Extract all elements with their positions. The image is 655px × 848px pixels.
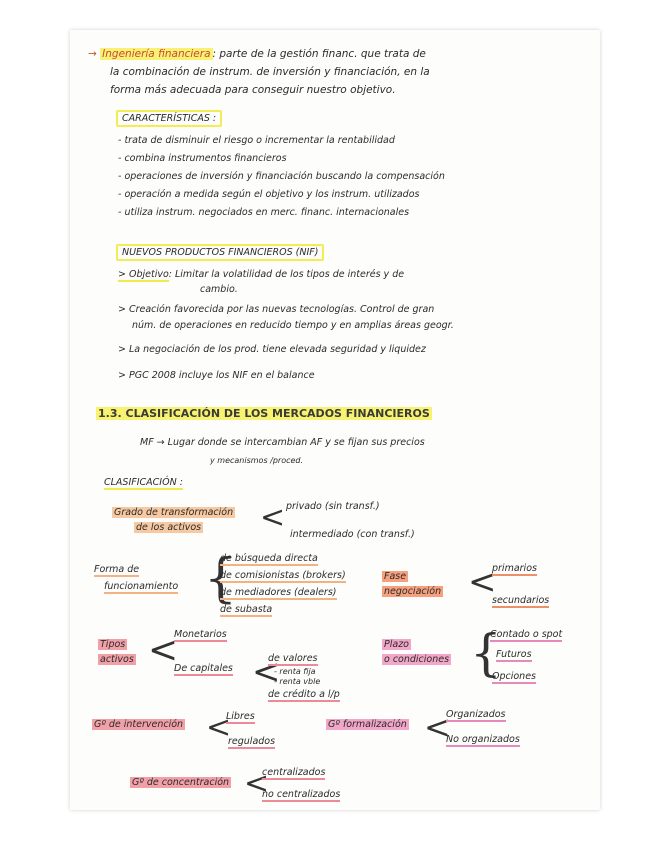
tipos-sub-4 [268, 688, 340, 701]
intro-line-1 [88, 48, 426, 61]
grado-opt-1: privado (sin transf.) [286, 501, 380, 512]
tipos-sub-3: - renta vble [274, 677, 321, 686]
forma-opt-text: de mediadores (dealers) [220, 587, 337, 598]
tipos-opt-1 [174, 628, 227, 641]
fase-label-2 [382, 585, 443, 598]
section-title-text: 1.3. CLASIFICACIÓN DE LOS MERCADOS FINANCIEROS [98, 407, 430, 420]
intro-term: Ingeniería financiera [102, 48, 211, 60]
nif-objetivo-text: : Limitar la volatilidad de los tipos de interés y de [168, 269, 405, 280]
formalizacion-label [326, 718, 409, 731]
forma-label-2-text: funcionamiento [104, 581, 179, 592]
intervencion-label [92, 718, 185, 731]
fase-label-1-text: Fase [384, 571, 407, 582]
formalizacion-opt-1-text: Organizados [446, 709, 506, 720]
tipos-sub-brace: < [252, 652, 281, 692]
grado-label-1 [112, 506, 235, 519]
caracteristica-item: - operación a medida según el objetivo y los instrum. utilizados [118, 189, 420, 200]
forma-label-1-text: Forma de [94, 564, 140, 575]
plazo-opt-text: Contado o spot [490, 629, 563, 640]
concentracion-brace: < [244, 766, 270, 801]
forma-opt [220, 552, 318, 565]
forma-opt [220, 586, 337, 599]
nif-objetivo-label: > Objetivo [118, 269, 169, 280]
formalizacion-opt-2-text: No organizados [446, 734, 520, 745]
forma-opt-text: de comisionistas (brokers) [220, 570, 346, 581]
grado-label-2 [134, 521, 203, 534]
tipos-label-2-text: activos [100, 654, 134, 665]
nif-title-text: NUEVOS PRODUCTOS FINANCIEROS (NIF) [116, 244, 324, 261]
forma-opt [220, 603, 272, 616]
tipos-sub-4-text: de crédito a l/p [268, 689, 340, 700]
mf-definition-cont: y mecanismos /proced. [210, 456, 304, 465]
intro-line-3: forma más adecuada para conseguir nuestro objetivo. [110, 84, 396, 96]
caracteristicas-title [116, 112, 222, 125]
concentracion-opt-1-text: centralizados [262, 767, 326, 778]
caracteristicas-title-text: CARACTERÍSTICAS : [116, 110, 222, 127]
forma-opt [220, 569, 346, 582]
caracteristica-item: - operaciones de inversión y financiación buscando la compensación [118, 171, 445, 182]
forma-opt-text: de subasta [220, 604, 273, 615]
tipos-sub-1 [268, 652, 318, 665]
nif-item-2-cont: núm. de operaciones en reducido tiempo y en amplias áreas geogr. [132, 320, 454, 331]
caracteristica-item: - combina instrumentos financieros [118, 153, 287, 164]
nif-item-1-cont: cambio. [200, 284, 238, 295]
plazo-opt [490, 628, 562, 641]
tipos-label-1-text: Tipos [100, 639, 126, 650]
tipos-brace: < [148, 630, 179, 671]
forma-label-1 [94, 563, 139, 576]
plazo-brace: { [470, 624, 502, 682]
clasificacion-title [104, 476, 183, 489]
concentracion-label-text: Gº de concentración [132, 777, 230, 788]
clasificacion-title-text: CLASIFICACIÓN : [104, 477, 183, 488]
grado-opt-2: intermediado (con transf.) [290, 529, 415, 540]
grado-label-1-text: Grado de transformación [114, 507, 234, 518]
forma-opt-text: de búsqueda directa [220, 553, 318, 564]
nif-item-4: > PGC 2008 incluye los NIF en el balance [118, 370, 315, 381]
plazo-label-2-text: o condiciones [384, 654, 450, 665]
intervencion-brace: < [206, 710, 232, 745]
intro-line-2: la combinación de instrum. de inversión y financiación, en la [110, 66, 430, 78]
fase-opt-1-text: primarios [492, 563, 537, 574]
concentracion-opt-2-text: no centralizados [262, 789, 341, 800]
intro-arrow: → [88, 48, 97, 60]
tipos-sub-1-text: de valores [268, 653, 318, 664]
plazo-opt [496, 648, 532, 661]
fase-brace: < [468, 562, 497, 602]
fase-opt-2-text: secundarios [492, 595, 550, 606]
concentracion-label [130, 776, 231, 789]
fase-label-2-text: negociación [384, 586, 442, 597]
grado-label-2-text: de los activos [136, 522, 202, 533]
nif-title [116, 246, 324, 259]
caracteristica-item: - utiliza instrum. negociados en merc. financ. internacionales [118, 207, 410, 218]
formalizacion-opt-2 [446, 733, 520, 746]
caracteristica-item: - trata de disminuir el riesgo o incrementar la rentabilidad [118, 135, 395, 146]
fase-opt-1 [492, 562, 537, 575]
fase-opt-2 [492, 594, 549, 607]
tipos-opt-1-text: Monetarios [174, 629, 227, 640]
plazo-label-1-text: Plazo [384, 639, 409, 650]
tipos-opt-2 [174, 662, 233, 675]
tipos-sub-2: - renta fija [274, 667, 316, 676]
tipos-label-1 [98, 638, 127, 651]
intervencion-opt-1 [226, 710, 255, 723]
intro-line1-rest: : parte de la gestión financ. que trata de [212, 48, 426, 60]
section-title [96, 407, 432, 420]
formalizacion-label-text: Gº formalización [328, 719, 407, 730]
tipos-opt-2-text: De capitales [174, 663, 233, 674]
forma-brace: { [204, 549, 238, 609]
intervencion-opt-2-text: regulados [228, 736, 276, 747]
plazo-opt-text: Opciones [492, 671, 536, 682]
plazo-label-1 [382, 638, 411, 651]
fase-label-1 [382, 570, 408, 583]
nif-item-2: > Creación favorecida por las nuevas tecnologías. Control de gran [118, 304, 435, 315]
nif-item-1 [118, 268, 404, 281]
concentracion-opt-1 [262, 766, 325, 779]
tipos-label-2 [98, 653, 136, 666]
forma-label-2 [104, 580, 178, 593]
mf-definition: MF → Lugar donde se intercambian AF y se fijan sus precios [140, 437, 425, 448]
formalizacion-opt-1 [446, 708, 506, 721]
nif-item-3: > La negociación de los prod. tiene elevada seguridad y liquidez [118, 344, 426, 355]
concentracion-opt-2 [262, 788, 340, 801]
plazo-opt [492, 670, 536, 683]
grado-brace: < [260, 500, 286, 535]
plazo-label-2 [382, 653, 451, 666]
intervencion-label-text: Gº de intervención [94, 719, 184, 730]
intervencion-opt-1-text: Libres [226, 711, 255, 722]
plazo-opt-text: Futuros [496, 649, 532, 660]
formalizacion-brace: < [424, 708, 451, 746]
intervencion-opt-2 [228, 735, 275, 748]
